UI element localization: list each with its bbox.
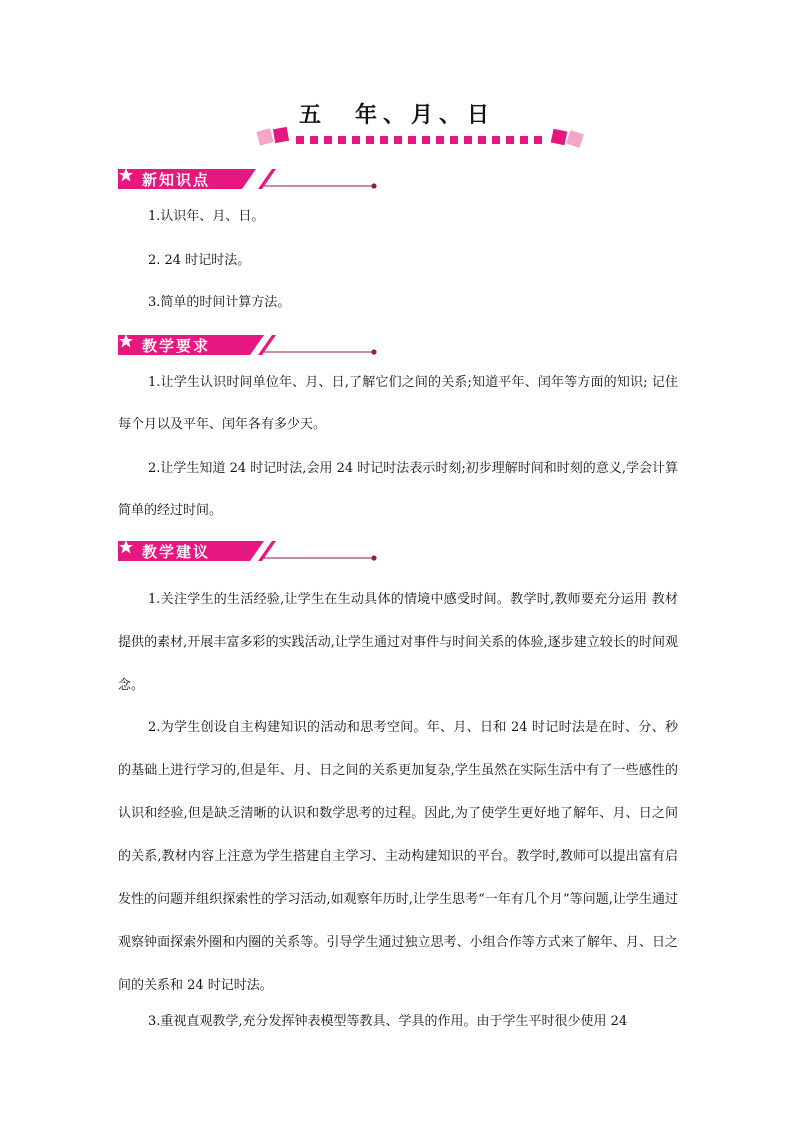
star-icon: [118, 167, 134, 183]
list-item: 3.简单的时间计算方法。: [148, 295, 291, 310]
paragraph: 1.关注学生的生活经验,让学生在生动具体的情境中感受时间。教学时,教师要充分运用 教材提供的素材,开展丰富多彩的实践活动,让学生通过对事件与时间关系的体验,逐步建立较长的时间观念。: [118, 592, 678, 693]
paragraph: 1.让学生认识时间单位年、月、日,了解它们之间的关系;知道平年、闰年等方面的知识; 记住每个月以及平年、闰年各有多少天。: [118, 375, 678, 432]
section-header-teaching-requirements: [118, 333, 380, 357]
section-header-teaching-suggestions: [118, 539, 380, 563]
list-item: 1.认识年、月、日。: [148, 209, 265, 224]
star-icon: [118, 539, 134, 555]
list-item: 2. 24 时记时法。: [148, 253, 251, 268]
section-header-new-knowledge: [118, 167, 380, 191]
paragraph: 3.重视直观教学,充分发挥钟表模型等教具、学具的作用。由于学生平时很少使用 24: [148, 1014, 628, 1029]
page-title: 五 年、月、日: [298, 103, 495, 128]
paragraph: 2.让学生知道 24 时记时法,会用 24 时记时法表示时刻;初步理解时间和时刻的意义,学会计算简单的经过时间。: [118, 461, 678, 518]
section-title: 教学建议: [142, 543, 211, 561]
star-icon: [118, 333, 134, 349]
section-title: 新知识点: [142, 171, 211, 189]
paragraph: 2.为学生创设自主构建知识的活动和思考空间。年、月、日和 24 时记时法是在时、分、秒的基础上进行学习的,但是年、月、日之间的关系更加复杂,学生虽然在实际生活中有了一些感性的认识和经验,但是缺乏清晰的认识和数学思考的过程。因此,为了使学生更好地了解年、月、日之间的关系,教材内容上注意为学生搭建自主学习、主动构建知识的平台。教学时,教师可以提出富有启发性的问题并组织探索性的学习活动,如观察年历时,让学生思考“一年有几个月”等问题,让学生通过观察钟面探索外圈和内圈的关系等。引导学生通过独立思考、小组合作等方式来了解年、月、日之间的关系和 24 时记时法。: [118, 720, 678, 993]
section-title: 教学要求: [142, 337, 211, 355]
title-decoration: [250, 124, 590, 154]
